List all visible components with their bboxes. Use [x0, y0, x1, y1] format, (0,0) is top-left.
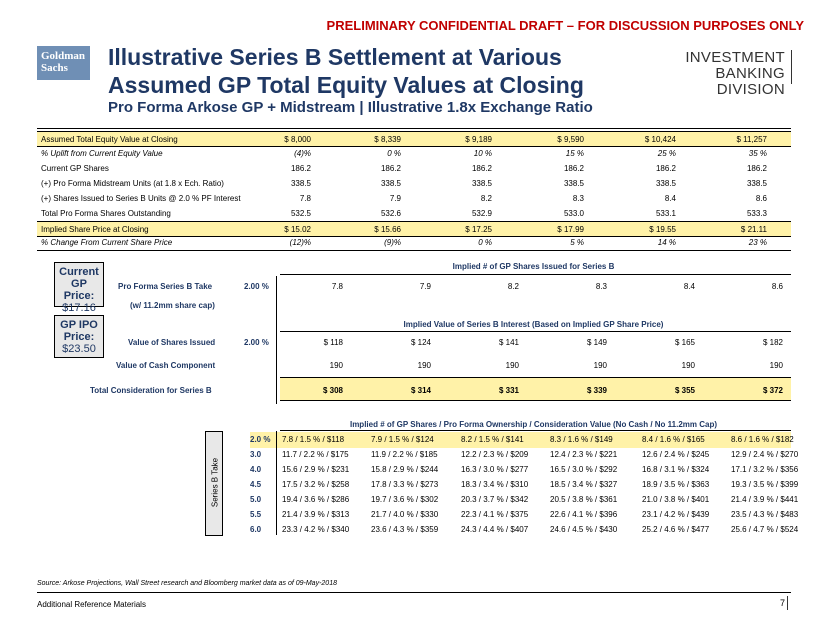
top-table-bottom-rule [37, 250, 791, 251]
page-number-bar [787, 596, 788, 610]
row-label: (+) Pro Forma Midstream Units (at 1.8 x Ech. Ratio) [41, 179, 224, 188]
row-value: 338.5 [563, 179, 584, 188]
value-cell: $ 314 [410, 386, 431, 395]
row-value: 15 % [565, 149, 584, 158]
row-value: 186.2 [380, 164, 401, 173]
row-value: 532.5 [290, 209, 311, 218]
value-header: Implied Value of Series B Interest (Based on Implied GP Share Price) [403, 320, 664, 329]
division-divider [791, 50, 792, 84]
row-value: $ 9,590 [557, 135, 584, 144]
take-pct: 4.0 [250, 465, 262, 474]
gp-ipo-price-box [54, 315, 104, 358]
row-value: 7.9 [389, 194, 401, 203]
matrix-cell: 23.6 / 4.3 % / $359 [371, 525, 439, 534]
matrix-cell: 21.4 / 3.9 % / $441 [731, 495, 799, 504]
matrix-cell: 21.4 / 3.9 % / $313 [282, 510, 350, 519]
value-cell: $ 124 [410, 338, 431, 347]
row-value: 23 % [748, 238, 767, 247]
matrix-cell: 21.7 / 4.0 % / $330 [371, 510, 439, 519]
value-cell: $ 355 [674, 386, 695, 395]
row-label: % Uplift from Current Equity Value [41, 149, 163, 158]
row-value: (9)% [384, 238, 401, 247]
matrix-cell: 25.2 / 4.6 % / $477 [642, 525, 710, 534]
matrix-row [250, 477, 799, 493]
row-value: 8.2 [480, 194, 492, 203]
matrix-cell: 16.5 / 3.0 % / $292 [550, 465, 618, 474]
row-label: % Change From Current Share Price [41, 238, 173, 247]
matrix-cell: 22.6 / 4.1 % / $396 [550, 510, 618, 519]
matrix-cell: 11.7 / 2.2 % / $175 [282, 450, 349, 459]
division-label [650, 50, 785, 98]
page-subtitle: Pro Forma Arkose GP + Midstream | Illustrative 1.8x Exchange Ratio [108, 99, 593, 116]
division-line-2: DIVISION [716, 81, 785, 98]
take-pct: 4.5 [250, 480, 262, 489]
take-pct: 2.0 % [250, 435, 271, 444]
matrix-cell: 21.0 / 3.8 % / $401 [642, 495, 710, 504]
row-value: 338.5 [380, 179, 401, 188]
value-cell: 8.6 [771, 282, 783, 291]
shares-header-rule [280, 274, 791, 275]
matrix-header: Implied # of GP Shares / Pro Forma Ownership / Consideration Value (No Cash / No 11.2mm Cap) [349, 420, 718, 429]
matrix-cell: 23.1 / 4.2 % / $439 [642, 510, 710, 519]
row-value: $ 21.11 [740, 225, 767, 234]
division-line-1: INVESTMENT BANKING [685, 49, 785, 82]
logo-line-1: Goldman [41, 50, 86, 62]
matrix-cell: 17.1 / 3.2 % / $356 [731, 465, 799, 474]
row-value: 338.5 [655, 179, 676, 188]
matrix-cell: 22.3 / 4.1 % / $375 [461, 510, 529, 519]
take-pct: 3.0 [250, 450, 262, 459]
row-value: 532.9 [471, 209, 492, 218]
matrix-cell: 8.4 / 1.6 % / $165 [642, 435, 705, 444]
value-cell: $ 182 [762, 338, 783, 347]
top-table-row [37, 131, 791, 147]
footer-rule [37, 592, 791, 593]
row-value: $ 15.66 [374, 225, 401, 234]
row-label: (+) Shares Issued to Series B Units @ 2.0 % PF Interest [41, 194, 241, 203]
row-value: 186.2 [290, 164, 311, 173]
matrix-cell: 7.8 / 1.5 % / $118 [282, 435, 345, 444]
value-shares-label: Value of Shares Issued [128, 338, 216, 347]
row-label: Current GP Shares [41, 164, 109, 173]
source-note: Source: Arkose Projections, Wall Street research and Bloomberg market data as of 09-May-2018 [37, 580, 337, 587]
matrix-row [250, 462, 799, 478]
row-value: 7.8 [299, 194, 311, 203]
row-value: $ 19.55 [649, 225, 676, 234]
top-table-row [37, 206, 791, 222]
value-cell: $ 308 [322, 386, 343, 395]
matrix-divider [276, 431, 277, 535]
matrix-cell: 18.9 / 3.5 % / $363 [642, 480, 710, 489]
row-value: $ 8,000 [284, 135, 311, 144]
value-cell: 190 [593, 361, 607, 370]
row-value: 10 % [473, 149, 492, 158]
matrix-cell: 11.9 / 2.2 % / $185 [371, 450, 438, 459]
matrix-cell: 8.2 / 1.5 % / $141 [461, 435, 524, 444]
current-gp-price-label: Current GP Price: [59, 266, 99, 302]
row-value: $ 10,424 [644, 135, 676, 144]
matrix-row [250, 432, 794, 448]
row-value: 186.2 [471, 164, 492, 173]
matrix-cell: 8.3 / 1.6 % / $149 [550, 435, 613, 444]
matrix-cell: 19.4 / 3.6 % / $286 [282, 495, 350, 504]
shares-issued-header: Implied # of GP Shares Issued for Series B [452, 262, 615, 271]
page-number: 7 [779, 598, 785, 608]
matrix-cell: 18.5 / 3.4 % / $327 [550, 480, 618, 489]
middle-section-divider [276, 276, 277, 404]
gp-ipo-price-value: $23.50 [62, 343, 96, 355]
goldman-sachs-logo [37, 46, 90, 80]
matrix-cell: 24.6 / 4.5 % / $430 [550, 525, 618, 534]
value-cell: 190 [417, 361, 431, 370]
matrix-cell: 19.3 / 3.5 % / $399 [731, 480, 799, 489]
value-cell: 8.3 [595, 282, 607, 291]
value-cell: 190 [329, 361, 343, 370]
draft-notice: PRELIMINARY CONFIDENTIAL DRAFT – FOR DISCUSSION PURPOSES ONLY [326, 18, 804, 33]
matrix-cell: 8.6 / 1.6 % / $182 [731, 435, 794, 444]
matrix-cell: 15.8 / 2.9 % / $244 [371, 465, 439, 474]
matrix-cell: 17.8 / 3.3 % / $273 [371, 480, 439, 489]
value-cell: 8.2 [507, 282, 519, 291]
value-cell: $ 141 [498, 338, 519, 347]
matrix-cell: 16.3 / 3.0 % / $277 [461, 465, 529, 474]
row-value: 186.2 [655, 164, 676, 173]
matrix-cell: 24.3 / 4.4 % / $407 [461, 525, 529, 534]
current-gp-price-value: $17.16 [62, 302, 96, 314]
row-value: 14 % [657, 238, 676, 247]
take-pct: 5.0 [250, 495, 262, 504]
value-cell: 190 [769, 361, 783, 370]
row-value: 5 % [570, 238, 584, 247]
matrix-row [250, 492, 799, 508]
row-value: $ 11,257 [736, 135, 767, 144]
value-cell: 190 [681, 361, 695, 370]
top-table-row [37, 176, 791, 192]
matrix-cell: 12.2 / 2.3 % / $209 [461, 450, 529, 459]
series-b-take-label: Pro Forma Series B Take [118, 282, 213, 291]
row-value: 8.4 [664, 194, 676, 203]
current-gp-price-box [54, 262, 104, 314]
value-cell: $ 331 [498, 386, 519, 395]
row-value: 533.1 [655, 209, 676, 218]
value-cell: $ 165 [674, 338, 695, 347]
matrix-row [250, 522, 799, 538]
row-value: 338.5 [746, 179, 767, 188]
row-value: 0 % [478, 238, 492, 247]
value-cell: 7.8 [331, 282, 343, 291]
page-title: Illustrative Series B Settlement at Various Assumed GP Total Equity Values at Closing [108, 44, 584, 98]
matrix-row [250, 507, 799, 523]
row-value: $ 9,189 [465, 135, 492, 144]
matrix-cell: 12.4 / 2.3 % / $221 [550, 450, 618, 459]
share-cap-note: (w/ 11.2mm share cap) [130, 301, 215, 310]
value-shares-pct: 2.00 % [244, 338, 269, 347]
side-label-text: Series B Take [210, 457, 220, 508]
series-b-take-pct: 2.00 % [244, 282, 269, 291]
row-value: (12)% [289, 238, 311, 247]
series-b-take-side-label [205, 431, 223, 536]
matrix-cell: 15.6 / 2.9 % / $231 [282, 465, 350, 474]
matrix-cell: 12.9 / 2.4 % / $270 [731, 450, 799, 459]
take-pct: 6.0 [250, 525, 262, 534]
row-value: $ 15.02 [284, 225, 311, 234]
matrix-cell: 16.8 / 3.1 % / $324 [642, 465, 710, 474]
row-value: 186.2 [746, 164, 767, 173]
matrix-cell: 7.9 / 1.5 % / $124 [371, 435, 434, 444]
row-value: 25 % [657, 149, 676, 158]
gp-ipo-price-label: GP IPO Price: [60, 319, 98, 343]
matrix-cell: 23.3 / 4.2 % / $340 [282, 525, 350, 534]
value-cell: $ 118 [323, 338, 343, 347]
row-value: $ 8,339 [374, 135, 401, 144]
row-value: $ 17.99 [557, 225, 584, 234]
cash-component-label: Value of Cash Component [116, 361, 216, 370]
row-label: Implied Share Price at Closing [41, 225, 149, 234]
value-cell: $ 372 [762, 386, 783, 395]
value-cell: $ 149 [586, 338, 607, 347]
matrix-cell: 20.3 / 3.7 % / $342 [461, 495, 529, 504]
matrix-cell: 12.6 / 2.4 % / $245 [642, 450, 710, 459]
row-value: 186.2 [563, 164, 584, 173]
row-value: 8.6 [755, 194, 767, 203]
matrix-cell: 25.6 / 4.7 % / $524 [731, 525, 799, 534]
top-table-row [37, 161, 791, 177]
total-consideration-label: Total Consideration for Series B [90, 386, 212, 395]
row-label: Total Pro Forma Shares Outstanding [41, 209, 171, 218]
logo-line-2: Sachs [41, 62, 68, 74]
value-cell: 8.4 [683, 282, 695, 291]
row-value: 8.3 [572, 194, 584, 203]
take-pct: 5.5 [250, 510, 262, 519]
row-value: 35 % [748, 149, 767, 158]
row-value: $ 17.25 [465, 225, 492, 234]
footer-section: Additional Reference Materials [37, 600, 146, 609]
matrix-header-rule [280, 430, 791, 431]
matrix-row [250, 447, 799, 463]
matrix-cell: 19.7 / 3.6 % / $302 [371, 495, 439, 504]
matrix-cell: 18.3 / 3.4 % / $310 [461, 480, 529, 489]
top-table-row [37, 235, 791, 251]
total-highlight [280, 377, 791, 401]
value-cell: $ 339 [586, 386, 607, 395]
value-cell: 190 [505, 361, 519, 370]
value-cell: 7.9 [419, 282, 431, 291]
matrix-cell: 20.5 / 3.8 % / $361 [550, 495, 618, 504]
row-label: Assumed Total Equity Value at Closing [41, 135, 178, 144]
top-table-row [37, 191, 791, 207]
row-value: (4)% [294, 149, 311, 158]
row-value: 533.0 [563, 209, 584, 218]
row-value: 338.5 [471, 179, 492, 188]
row-value: 338.5 [290, 179, 311, 188]
top-table-row [37, 146, 791, 162]
row-value: 533.3 [746, 209, 767, 218]
matrix-cell: 23.5 / 4.3 % / $483 [731, 510, 799, 519]
row-value: 0 % [387, 149, 401, 158]
matrix-cell: 17.5 / 3.2 % / $258 [282, 480, 350, 489]
value-header-rule [280, 331, 791, 332]
row-value: 532.6 [380, 209, 401, 218]
top-table-rule [37, 128, 791, 129]
